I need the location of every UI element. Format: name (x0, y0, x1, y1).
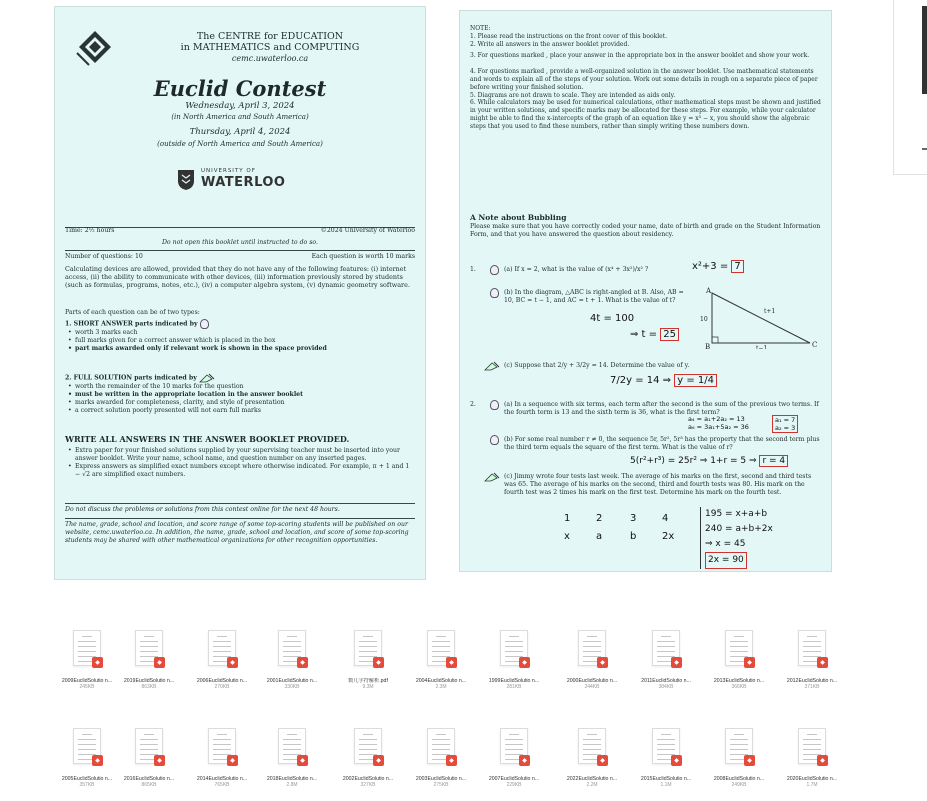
note-item: 5. Diagrams are not drawn to scale. They are intended as aids only. (470, 91, 676, 99)
file-name: 2009EuclidSolutio n... (61, 678, 113, 684)
pdf-icon: ◆ (227, 755, 238, 766)
publish-note: The name, grade, school and location, and score range of some top-scoring students will be published on our website, cemc.uwaterloo.ca. In addition, the name, grade, school and location, and score of some top-scoring students may be shared with other mathematical organizations for other recognition opportunities. (65, 521, 409, 545)
q2c-text: (c) Jimmy wrote four tests last week. The average of his marks on the first, second and third tests was 65. The average of his marks on the second, third and fourth tests was 80. His mark on the fourth test was 2 times his mark on the first test. Determine his mark on the fourth test. (504, 473, 812, 497)
file-item[interactable] (410, 630, 472, 691)
q1a-work: x²+3 = (692, 261, 729, 272)
writing-hand-icon (199, 373, 215, 383)
file-size: 330KB (284, 684, 300, 690)
file-name: 2000EuclidSolutio n... (566, 678, 618, 684)
note-item: 1. Please read the instructions on the front cover of this booklet. (470, 32, 667, 40)
q2-number: 2. (470, 401, 476, 408)
lightbulb-icon (490, 400, 499, 410)
file-size: 2.3M (435, 684, 447, 690)
q2c-var: 2x (662, 531, 675, 542)
q2a-answer1: a₁ = 7 (775, 416, 796, 424)
file-size: 245KB (79, 684, 95, 690)
file-thumbnail (278, 630, 306, 666)
univ-small: UNIVERSITY OF (201, 168, 256, 174)
file-item[interactable] (337, 630, 399, 691)
file-name: 2013EuclidSolutio n... (713, 678, 765, 684)
q1-number: 1. (470, 266, 476, 273)
file-thumbnail (427, 630, 455, 666)
file-name: 2015EuclidSolutio n... (640, 776, 692, 782)
pdf-icon: ◆ (297, 657, 308, 668)
pdf-icon: ◆ (519, 657, 530, 668)
file-size: 249KB (731, 782, 747, 788)
short-bullet: • worth 3 marks each (65, 329, 415, 337)
file-size: 765KB (214, 782, 230, 788)
q2c-idx: 2 (596, 513, 603, 524)
note-title: NOTE: (470, 25, 491, 32)
q2a-text: (a) In a sequence with six terms, each term after the second is the sum of the previous two terms. If the fourth term is 13 and the sixth term is 36, what is the first term? (504, 401, 819, 417)
tri-label-a: A (706, 287, 712, 295)
file-name: 1999EuclidSolutio n... (488, 678, 540, 684)
pdf-icon: ◆ (817, 755, 828, 766)
divider (65, 503, 415, 504)
q2c-work1: 195 = x+a+b (705, 509, 768, 519)
q1b-work1: 4t = 100 (590, 313, 635, 324)
short-answer-title: 1. SHORT ANSWER parts indicated by (65, 320, 198, 328)
file-size: 357KB (79, 782, 95, 788)
short-bullet: • full marks given for a correct answer which is placed in the box (65, 337, 415, 345)
divider (65, 518, 415, 519)
file-name: 数几字符解析.pdf (348, 678, 388, 684)
write-all-heading: WRITE ALL ANSWERS IN THE ANSWER BOOKLET PROVIDED. (65, 434, 350, 444)
triangle-diagram (700, 287, 830, 349)
file-size: 865KB (141, 782, 157, 788)
time-value: 2½ hours (84, 227, 115, 234)
pdf-icon: ◆ (373, 657, 384, 668)
tri-label-ac: t+1 (764, 308, 776, 315)
file-item[interactable] (483, 728, 545, 789)
file-thumbnail (500, 630, 528, 666)
file-thumbnail (798, 630, 826, 666)
writing-hand-icon (484, 361, 500, 371)
date1: Wednesday, April 3, 2024 (185, 101, 295, 111)
file-item[interactable] (118, 630, 180, 691)
file-thumbnail (278, 728, 306, 764)
q1b-text: (b) In the diagram, △ABC is right-angled at B. Also, AB = 10, BC = t − 1, and AC = t + 1. What is the value of t? (504, 289, 684, 305)
file-size: 327KB (360, 782, 376, 788)
q1a-answer-box: 7 (731, 260, 743, 273)
full-bullet: • worth the remainder of the 10 marks for the question (65, 383, 415, 391)
pdf-icon: ◆ (671, 657, 682, 668)
file-thumbnail (208, 728, 236, 764)
file-item[interactable] (56, 630, 118, 691)
file-thumbnail (725, 630, 753, 666)
tri-label-c: C (812, 341, 818, 349)
file-item[interactable] (635, 630, 697, 691)
cemc-logo-icon (75, 27, 115, 67)
lightbulb-icon (200, 319, 209, 329)
contest-title: Euclid Contest (153, 76, 327, 101)
file-item[interactable] (635, 728, 697, 789)
file-size: 275KB (433, 782, 449, 788)
note-item: 6. While calculators may be used for numerical calculations, other mathematical steps must be shown and justified in your written solutions, and specific marks may be allocated for these steps. For example, while your calculator might be able to find the x-intercepts of the graph of an equation like y = x³ − x, you should show the algebraic steps that you used to find these numbers, rather than simply writing these numbers down. (470, 99, 821, 130)
file-name: 2019EuclidSolutio n... (123, 678, 175, 684)
file-item[interactable] (781, 728, 843, 789)
q2b-text: (b) For some real number r ≠ 0, the sequence 5r, 5r², 5r³ has the property that the second term plus the third term equals the square of the first term. What is the value of r? (504, 436, 820, 452)
pdf-icon: ◆ (446, 657, 457, 668)
q2a-answer2: a₂ = 3 (775, 424, 796, 432)
file-size: 366KB (731, 684, 747, 690)
time-label: Time: (65, 227, 83, 234)
pdf-icon: ◆ (671, 755, 682, 766)
file-item[interactable] (118, 728, 180, 789)
pdf-icon: ◆ (744, 755, 755, 766)
contest-cover-page (54, 6, 426, 580)
file-item[interactable] (337, 728, 399, 789)
pdf-icon: ◆ (446, 755, 457, 766)
waterloo-logo (177, 167, 307, 197)
file-thumbnail (652, 728, 680, 764)
pdf-icon: ◆ (92, 657, 103, 668)
pdf-icon: ◆ (154, 755, 165, 766)
lightbulb-icon (490, 435, 499, 445)
each-worth: Each question is worth 10 marks (311, 253, 415, 260)
file-name: 2002EuclidSolutio n... (342, 776, 394, 782)
full-bullet: • must be written in the appropriate location in the answer booklet (65, 391, 415, 399)
file-name: 2005EuclidSolutio n... (61, 776, 113, 782)
parts-intro: Parts of each question can be of two types: (65, 309, 200, 316)
file-thumbnail (73, 728, 101, 764)
file-size: 244KB (584, 684, 600, 690)
copyright: ©2024 University of Waterloo (320, 227, 415, 234)
bubbling-title: A Note about Bubbling (470, 213, 567, 222)
file-thumbnail (578, 728, 606, 764)
file-size: 1.1M (660, 782, 672, 788)
q2c-idx: 4 (662, 513, 669, 524)
q2c-idx: 1 (564, 513, 571, 524)
file-thumbnail (652, 630, 680, 666)
side-panel-thumbnail (922, 6, 927, 94)
file-thumbnail (725, 728, 753, 764)
file-name: 2008EuclidSolutio n... (713, 776, 765, 782)
q1c-answer-box: y = 1/4 (674, 374, 717, 387)
lightbulb-icon (490, 288, 499, 298)
file-item[interactable] (56, 728, 118, 789)
file-size: 229KB (506, 782, 522, 788)
pdf-icon: ◆ (597, 657, 608, 668)
note-item: 4. For questions marked , provide a well-organized solution in the answer booklet. Use mathematical statements and words to explain all of the steps of your solution. Work out some details in rough on a separate piece of paper before writing your finished solution. (470, 68, 818, 91)
q2c-work2: 240 = a+b+2x (705, 524, 773, 534)
file-item[interactable] (561, 630, 623, 691)
file-item[interactable] (561, 728, 623, 789)
q1c-text: (c) Suppose that 2/y + 3/2y = 14. Determine the value of y. (504, 362, 690, 369)
file-item[interactable] (483, 630, 545, 691)
file-thumbnail (427, 728, 455, 764)
file-item[interactable] (410, 728, 472, 789)
q2c-var: a (596, 531, 603, 542)
file-size: 281KB (506, 684, 522, 690)
file-item[interactable] (261, 728, 323, 789)
pdf-icon: ◆ (373, 755, 384, 766)
preview-side-panel (893, 0, 927, 175)
file-size: 863KB (141, 684, 157, 690)
file-name: 2007EuclidSolutio n... (488, 776, 540, 782)
writing-hand-icon (484, 472, 500, 482)
q1b-answer-box: 25 (660, 328, 679, 341)
file-thumbnail (354, 728, 382, 764)
file-size: 1.7M (806, 782, 818, 788)
univ-big: WATERLOO (201, 175, 286, 190)
discuss-warning: Do not discuss the problems or solutions from this contest online for the next 48 hours. (65, 506, 340, 513)
file-size: 270KB (214, 684, 230, 690)
file-thumbnail (798, 728, 826, 764)
short-bullet: • part marks awarded only if relevant work is shown in the space provided (65, 345, 415, 353)
q2a-work2: a₆ = 3a₁+5a₂ = 36 (688, 423, 749, 431)
q1b-work2: ⇒ t = (630, 329, 658, 340)
tri-label-b: B (705, 343, 711, 349)
org-line2: in MATHEMATICS and COMPUTING (180, 42, 360, 53)
file-thumbnail (73, 630, 101, 666)
file-item[interactable] (781, 630, 843, 691)
file-name: 2003EuclidSolutio n... (415, 776, 467, 782)
file-name: 2001EuclidSolutio n... (266, 678, 318, 684)
file-size: 2.8M (286, 782, 298, 788)
file-name: 2011EuclidSolutio n... (641, 678, 691, 684)
file-item[interactable] (708, 630, 770, 691)
q2b-answer-box: r = 4 (759, 455, 788, 467)
q2a-work1: a₄ = a₁+2a₂ = 13 (688, 415, 745, 423)
num-questions: Number of questions: 10 (65, 253, 143, 260)
file-name: 2016EuclidSolutio n... (123, 776, 175, 782)
question-page (459, 10, 832, 572)
file-name: 2012EuclidSolutio n... (786, 678, 838, 684)
q2b-work: 5(r²+r³) = 25r² ⇒ 1+r = 5 ⇒ (630, 456, 757, 466)
file-thumbnail (354, 630, 382, 666)
file-item[interactable] (191, 728, 253, 789)
q2c-var: x (564, 531, 570, 542)
do-not-open: Do not open this booklet until instructed to do so. (161, 239, 319, 246)
file-name: 2004EuclidSolutio n... (415, 678, 467, 684)
file-size: 371KB (804, 684, 820, 690)
date2: Thursday, April 4, 2024 (189, 127, 291, 137)
pdf-icon: ◆ (92, 755, 103, 766)
file-size: 2.2M (586, 782, 598, 788)
pdf-icon: ◆ (227, 657, 238, 668)
q2c-work3: ⇒ x = 45 (705, 539, 746, 549)
q2c-answer-box: 2x = 90 (705, 552, 747, 569)
bubbling-text: Please make sure that you have correctly coded your name, date of birth and grade on the Student Information Form, and that you have answered the question about residency. (470, 223, 821, 239)
file-name: 2006EuclidSolutio n... (196, 678, 248, 684)
write-bullet: • Express answers as simplified exact numbers except where otherwise indicated. For example, π + 1 and 1 − √2 are simplified exact numbers. (65, 463, 415, 479)
date2-note: (outside of North America and South America) (157, 140, 323, 148)
lightbulb-icon (490, 265, 499, 275)
pdf-icon: ◆ (519, 755, 530, 766)
file-item[interactable] (191, 630, 253, 691)
q2c-idx: 3 (630, 513, 637, 524)
waterloo-crest-icon (177, 169, 195, 191)
pdf-icon: ◆ (817, 657, 828, 668)
file-item[interactable] (708, 728, 770, 789)
file-size: 384KB (658, 684, 674, 690)
divider (65, 250, 415, 251)
file-name: 2014EuclidSolutio n... (196, 776, 248, 782)
file-thumbnail (135, 630, 163, 666)
write-bullet: • Extra paper for your finished solutions supplied by your supervising teacher must be inserted into your answer booklet. Write your name, school name, and question number on any inserted pages. (65, 447, 415, 463)
q1a-text: (a) If x = 2, what is the value of (x⁴ + 3x²)/x² ? (504, 266, 649, 273)
pdf-icon: ◆ (154, 657, 165, 668)
file-thumbnail (208, 630, 236, 666)
pdf-icon: ◆ (597, 755, 608, 766)
q1c-work: 7/2y = 14 ⇒ (610, 375, 672, 386)
file-name: 2022EuclidSolutio n... (566, 776, 618, 782)
full-solution-title: 2. FULL SOLUTION parts indicated by (65, 374, 197, 382)
date1-note: (in North America and South America) (171, 113, 309, 121)
pdf-icon: ◆ (744, 657, 755, 668)
note-item: 3. For questions marked , place your answer in the appropriate box in the answer booklet and show your work. (470, 52, 810, 60)
file-name: 2020EuclidSolutio n... (786, 776, 838, 782)
full-bullet: • marks awarded for completeness, clarity, and style of presentation (65, 399, 415, 407)
file-thumbnail (578, 630, 606, 666)
file-name: 2018EuclidSolutio n... (266, 776, 318, 782)
pdf-icon: ◆ (297, 755, 308, 766)
tri-label-bc: t−1 (756, 345, 768, 349)
full-bullet: • a correct solution poorly presented will not earn full marks (65, 407, 415, 415)
note-item: 2. Write all answers in the answer booklet provided. (470, 40, 630, 48)
website-text: cemc.uwaterloo.ca (231, 54, 309, 63)
q2c-var: b (630, 531, 637, 542)
file-thumbnail (135, 728, 163, 764)
calculator-rules: Calculating devices are allowed, provided that they do not have any of the following features: (i) internet access, (ii) the ability to communicate with other devices, (iii) information previously stored by students (such as formulas, programs, notes, etc.), (iv) a computer algebra system, (v) dynamic geometry software. (65, 265, 410, 290)
tri-label-ab: 10 (700, 316, 708, 323)
org-line1: The CENTRE for EDUCATION (196, 31, 344, 42)
file-item[interactable] (261, 630, 323, 691)
file-thumbnail (500, 728, 528, 764)
file-size: 9.3M (362, 684, 374, 690)
